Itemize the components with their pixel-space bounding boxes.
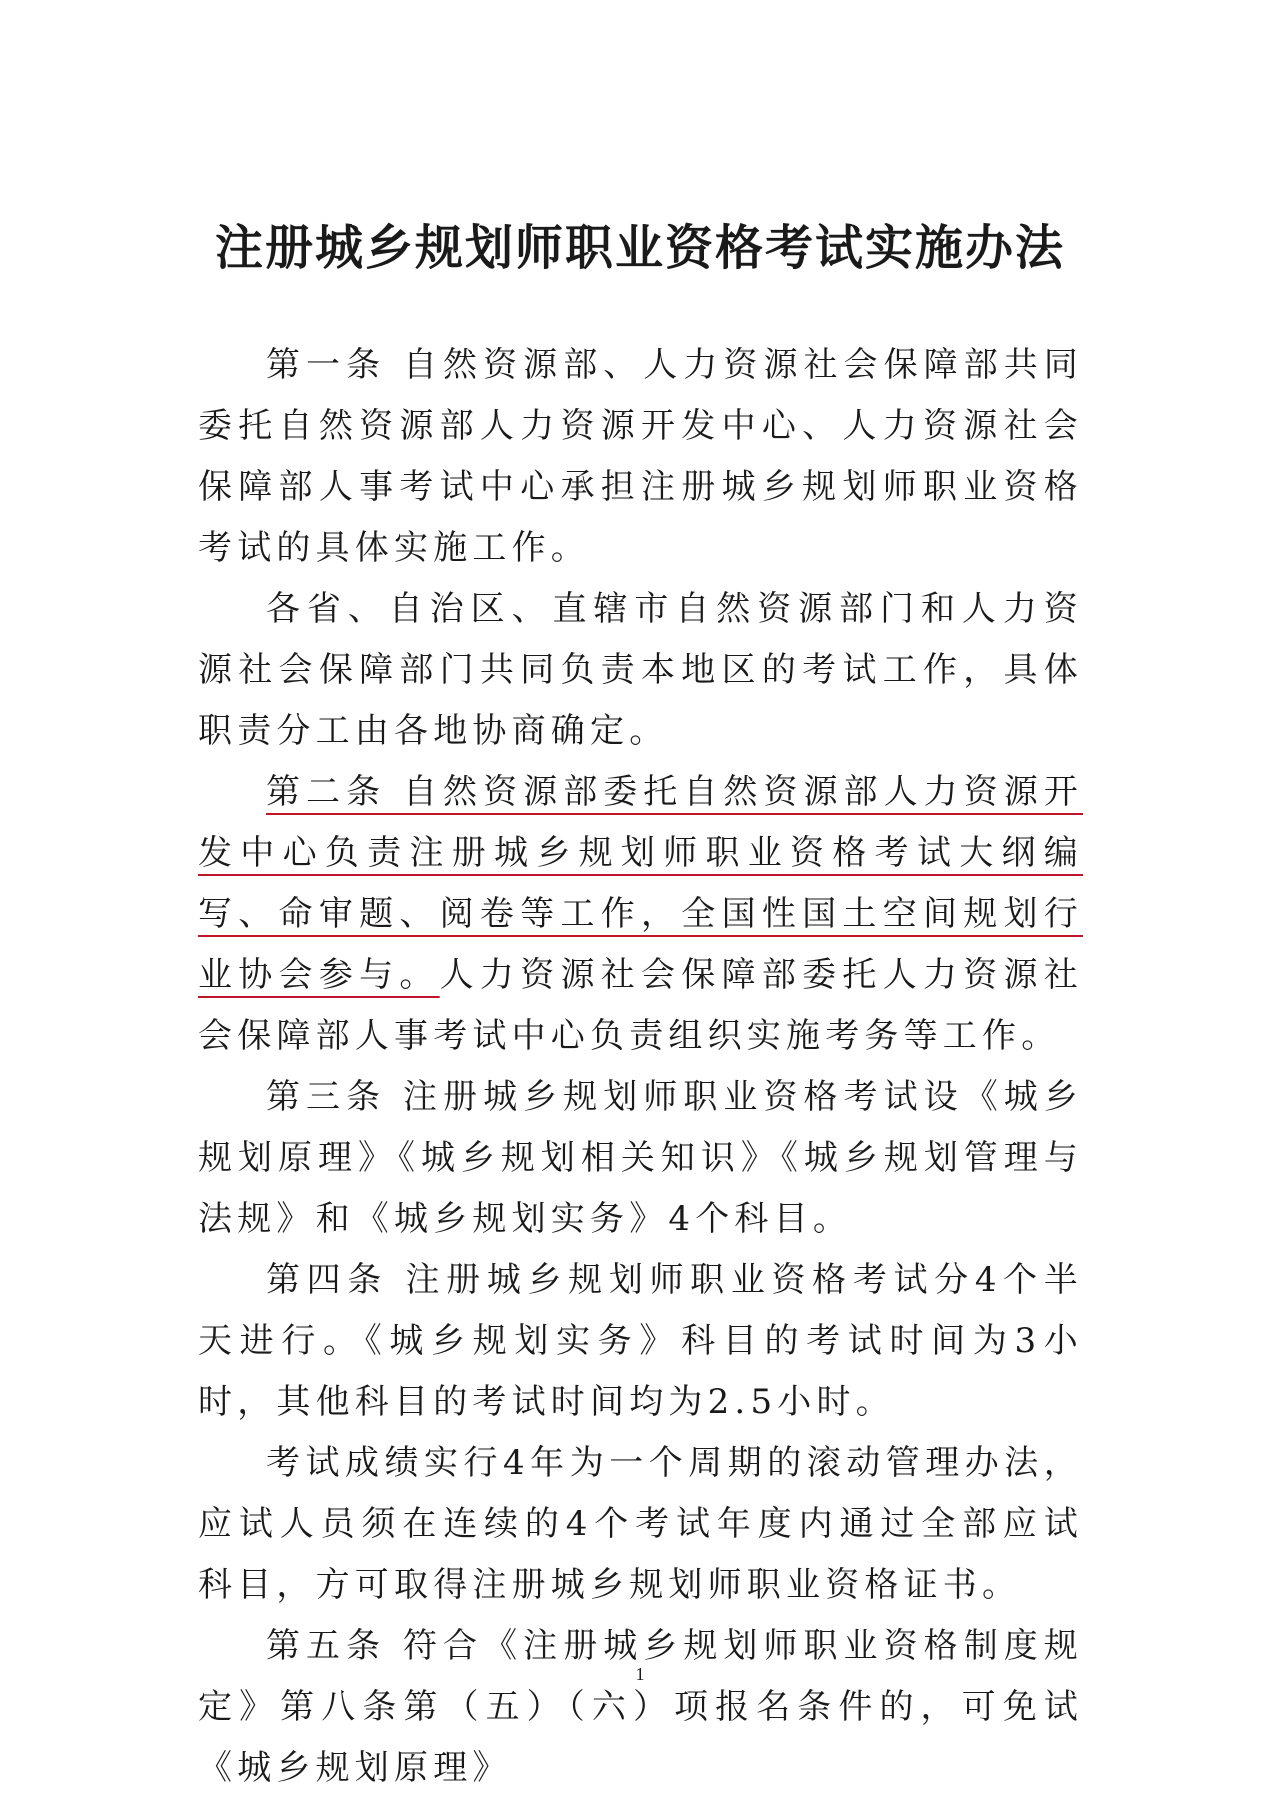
paragraph-article-1: 第一条 自然资源部、人力资源社会保障部共同委托自然资源部人力资源开发中心、人力资源社会保障部人事考试中心承担注册城乡规划师职业资格考试的具体实施工作。 bbox=[198, 345, 1083, 568]
document-title: 注册城乡规划师职业资格考试实施办法 bbox=[214, 220, 1065, 276]
document-body bbox=[198, 335, 1083, 1799]
paragraph-article-5: 第五条 符合《注册城乡规划师职业资格制度规定》第八条第（五）（六）项报名条件的，可免试《城乡规划原理》 bbox=[198, 1626, 1083, 1788]
underlined-text: 第二条 自然资源部委托自然资源部人力资源开发中心负责注册城乡规划师职业资格考试大纲编写、命审题、阅卷等工作，全国性国土空间规划行业协会参与。 bbox=[198, 772, 1083, 995]
paragraph-article-2 bbox=[198, 762, 1083, 1067]
paragraph-article-4: 第四条 注册城乡规划师职业资格考试分4个半天进行。《城乡规划实务》科目的考试时间为3小时，其他科目的考试时间均为2.5小时。 bbox=[198, 1260, 1083, 1422]
paragraph-article-2-rest: 人力资源社会保障部委托人力资源社会保障部人事考试中心负责组织实施考务等工作。 bbox=[198, 955, 1083, 1056]
paragraph-local-responsibility: 各省、自治区、直辖市自然资源部门和人力资源社会保障部门共同负责本地区的考试工作，具体职责分工由各地协商确定。 bbox=[198, 589, 1083, 751]
paragraph-article-3: 第三条 注册城乡规划师职业资格考试设《城乡规划原理》《城乡规划相关知识》《城乡规划管理与法规》和《城乡规划实务》4个科目。 bbox=[198, 1077, 1083, 1239]
page-number: 1 bbox=[635, 1664, 645, 1684]
paragraph-score-cycle: 考试成绩实行4年为一个周期的滚动管理办法，应试人员须在连续的4个考试年度内通过全部应试科目，方可取得注册城乡规划师职业资格证书。 bbox=[198, 1443, 1083, 1605]
